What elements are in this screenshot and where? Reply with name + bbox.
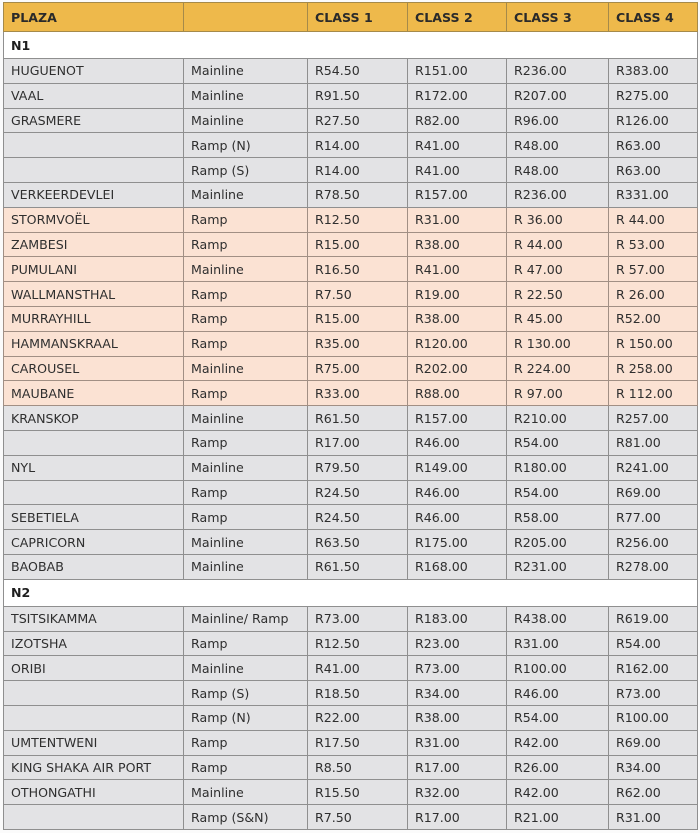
class-1-toll: R18.50 (308, 681, 408, 706)
class-4-toll: R52.00 (609, 306, 698, 331)
plaza-type: Mainline (184, 530, 308, 555)
class-1-toll: R17.00 (308, 430, 408, 455)
plaza-name: CAPRICORN (4, 530, 184, 555)
class-3-toll: R42.00 (507, 780, 609, 805)
plaza-name: PUMULANI (4, 257, 184, 282)
table-row (4, 554, 698, 579)
class-4-toll: R 44.00 (609, 207, 698, 232)
class-4-toll: R257.00 (609, 406, 698, 431)
class-3-toll: R210.00 (507, 406, 609, 431)
plaza-name: VAAL (4, 83, 184, 108)
table-body (4, 3, 698, 830)
class-1-toll: R73.00 (308, 606, 408, 631)
class-1-toll: R14.00 (308, 158, 408, 183)
class-1-toll: R12.50 (308, 207, 408, 232)
class-2-toll: R38.00 (408, 705, 507, 730)
section-title: N1 (4, 32, 698, 59)
table-row (4, 656, 698, 681)
class-4-toll: R69.00 (609, 730, 698, 755)
class-3-toll: R21.00 (507, 805, 609, 830)
class-2-toll: R34.00 (408, 681, 507, 706)
class-4-toll: R73.00 (609, 681, 698, 706)
plaza-name (4, 805, 184, 830)
plaza-name (4, 133, 184, 158)
table-row (4, 681, 698, 706)
table-row (4, 331, 698, 356)
table-row (4, 505, 698, 530)
class-4-toll: R383.00 (609, 59, 698, 84)
plaza-type: Mainline (184, 780, 308, 805)
class-2-toll: R32.00 (408, 780, 507, 805)
class-2-toll: R168.00 (408, 554, 507, 579)
plaza-type: Ramp (184, 631, 308, 656)
table-row (4, 257, 698, 282)
section-row-n1 (4, 32, 698, 59)
class-1-toll: R15.00 (308, 306, 408, 331)
plaza-name: WALLMANSTHAL (4, 282, 184, 307)
class-2-toll: R149.00 (408, 455, 507, 480)
class-1-toll: R79.50 (308, 455, 408, 480)
table-row (4, 530, 698, 555)
class-3-toll: R 36.00 (507, 207, 609, 232)
class-3-toll: R231.00 (507, 554, 609, 579)
table-row (4, 805, 698, 830)
class-2-toll: R157.00 (408, 406, 507, 431)
class-1-toll: R63.50 (308, 530, 408, 555)
class-3-toll: R42.00 (507, 730, 609, 755)
class-2-toll: R31.00 (408, 730, 507, 755)
class-1-toll: R22.00 (308, 705, 408, 730)
table-row (4, 780, 698, 805)
plaza-type: Ramp (184, 730, 308, 755)
class-4-toll: R81.00 (609, 430, 698, 455)
class-4-toll: R162.00 (609, 656, 698, 681)
table-row (4, 232, 698, 257)
header-class-4: CLASS 4 (609, 3, 698, 32)
class-4-toll: R 53.00 (609, 232, 698, 257)
table-row (4, 282, 698, 307)
class-3-toll: R54.00 (507, 430, 609, 455)
class-3-toll: R 22.50 (507, 282, 609, 307)
class-4-toll: R126.00 (609, 108, 698, 133)
class-1-toll: R54.50 (308, 59, 408, 84)
class-4-toll: R256.00 (609, 530, 698, 555)
class-4-toll: R54.00 (609, 631, 698, 656)
plaza-name: HUGUENOT (4, 59, 184, 84)
class-4-toll: R 57.00 (609, 257, 698, 282)
plaza-name: CAROUSEL (4, 356, 184, 381)
header-type (184, 3, 308, 32)
class-1-toll: R24.50 (308, 505, 408, 530)
header-class-1: CLASS 1 (308, 3, 408, 32)
table-row (4, 631, 698, 656)
class-4-toll: R 112.00 (609, 381, 698, 406)
class-1-toll: R33.00 (308, 381, 408, 406)
class-1-toll: R78.50 (308, 182, 408, 207)
class-4-toll: R62.00 (609, 780, 698, 805)
class-1-toll: R61.50 (308, 406, 408, 431)
class-3-toll: R96.00 (507, 108, 609, 133)
table-row (4, 606, 698, 631)
plaza-type: Mainline (184, 108, 308, 133)
table-row (4, 207, 698, 232)
class-1-toll: R35.00 (308, 331, 408, 356)
class-2-toll: R19.00 (408, 282, 507, 307)
plaza-type: Ramp (184, 331, 308, 356)
class-3-toll: R100.00 (507, 656, 609, 681)
plaza-type: Ramp (184, 430, 308, 455)
plaza-name: TSITSIKAMMA (4, 606, 184, 631)
class-2-toll: R31.00 (408, 207, 507, 232)
plaza-name (4, 705, 184, 730)
plaza-type: Ramp (N) (184, 705, 308, 730)
plaza-type: Ramp (S) (184, 158, 308, 183)
plaza-name: MAUBANE (4, 381, 184, 406)
plaza-name: ORIBI (4, 656, 184, 681)
class-1-toll: R16.50 (308, 257, 408, 282)
plaza-name: KING SHAKA AIR PORT (4, 755, 184, 780)
table-row (4, 381, 698, 406)
class-1-toll: R41.00 (308, 656, 408, 681)
class-4-toll: R100.00 (609, 705, 698, 730)
class-4-toll: R 258.00 (609, 356, 698, 381)
class-2-toll: R172.00 (408, 83, 507, 108)
class-3-toll: R205.00 (507, 530, 609, 555)
class-4-toll: R331.00 (609, 182, 698, 207)
class-2-toll: R151.00 (408, 59, 507, 84)
class-1-toll: R61.50 (308, 554, 408, 579)
class-3-toll: R54.00 (507, 705, 609, 730)
class-1-toll: R27.50 (308, 108, 408, 133)
plaza-type: Mainline/ Ramp (184, 606, 308, 631)
class-2-toll: R88.00 (408, 381, 507, 406)
class-3-toll: R 224.00 (507, 356, 609, 381)
class-2-toll: R120.00 (408, 331, 507, 356)
plaza-name: MURRAYHILL (4, 306, 184, 331)
plaza-name (4, 430, 184, 455)
table-row (4, 158, 698, 183)
class-4-toll: R63.00 (609, 133, 698, 158)
plaza-type: Ramp (184, 282, 308, 307)
class-2-toll: R157.00 (408, 182, 507, 207)
class-2-toll: R41.00 (408, 158, 507, 183)
class-1-toll: R8.50 (308, 755, 408, 780)
plaza-type: Mainline (184, 406, 308, 431)
plaza-type: Mainline (184, 554, 308, 579)
table-row (4, 108, 698, 133)
plaza-name: BAOBAB (4, 554, 184, 579)
plaza-type: Mainline (184, 59, 308, 84)
plaza-type: Ramp (S) (184, 681, 308, 706)
class-4-toll: R619.00 (609, 606, 698, 631)
class-2-toll: R202.00 (408, 356, 507, 381)
class-1-toll: R15.00 (308, 232, 408, 257)
class-2-toll: R82.00 (408, 108, 507, 133)
table-row (4, 455, 698, 480)
table-row (4, 730, 698, 755)
plaza-type: Ramp (184, 232, 308, 257)
plaza-type: Mainline (184, 83, 308, 108)
plaza-name: IZOTSHA (4, 631, 184, 656)
class-2-toll: R183.00 (408, 606, 507, 631)
header-class-2: CLASS 2 (408, 3, 507, 32)
table-header-row (4, 3, 698, 32)
class-3-toll: R 130.00 (507, 331, 609, 356)
class-1-toll: R24.50 (308, 480, 408, 505)
class-3-toll: R31.00 (507, 631, 609, 656)
class-2-toll: R46.00 (408, 505, 507, 530)
table-row (4, 430, 698, 455)
plaza-name: SEBETIELA (4, 505, 184, 530)
plaza-type: Ramp (184, 755, 308, 780)
class-3-toll: R46.00 (507, 681, 609, 706)
table-row (4, 133, 698, 158)
class-2-toll: R46.00 (408, 480, 507, 505)
class-4-toll: R63.00 (609, 158, 698, 183)
plaza-type: Ramp (184, 505, 308, 530)
class-1-toll: R7.50 (308, 282, 408, 307)
class-3-toll: R236.00 (507, 182, 609, 207)
plaza-name: UMTENTWENI (4, 730, 184, 755)
class-3-toll: R 97.00 (507, 381, 609, 406)
class-1-toll: R91.50 (308, 83, 408, 108)
class-2-toll: R73.00 (408, 656, 507, 681)
plaza-type: Ramp (184, 207, 308, 232)
class-2-toll: R46.00 (408, 430, 507, 455)
class-3-toll: R54.00 (507, 480, 609, 505)
plaza-type: Mainline (184, 455, 308, 480)
class-4-toll: R34.00 (609, 755, 698, 780)
class-4-toll: R278.00 (609, 554, 698, 579)
plaza-type: Ramp (184, 306, 308, 331)
table-row (4, 406, 698, 431)
class-2-toll: R41.00 (408, 257, 507, 282)
plaza-name: HAMMANSKRAAL (4, 331, 184, 356)
table-row (4, 182, 698, 207)
table-row (4, 755, 698, 780)
class-4-toll: R241.00 (609, 455, 698, 480)
class-2-toll: R38.00 (408, 306, 507, 331)
class-4-toll: R31.00 (609, 805, 698, 830)
class-3-toll: R207.00 (507, 83, 609, 108)
class-2-toll: R38.00 (408, 232, 507, 257)
class-3-toll: R48.00 (507, 158, 609, 183)
class-4-toll: R 26.00 (609, 282, 698, 307)
class-3-toll: R236.00 (507, 59, 609, 84)
class-4-toll: R 150.00 (609, 331, 698, 356)
plaza-name (4, 480, 184, 505)
class-1-toll: R7.50 (308, 805, 408, 830)
plaza-name: STORMVOËL (4, 207, 184, 232)
section-row-n2 (4, 579, 698, 606)
class-4-toll: R77.00 (609, 505, 698, 530)
class-3-toll: R438.00 (507, 606, 609, 631)
header-plaza: PLAZA (4, 3, 184, 32)
class-1-toll: R17.50 (308, 730, 408, 755)
toll-tariff-table (3, 2, 698, 830)
class-3-toll: R 47.00 (507, 257, 609, 282)
class-1-toll: R12.50 (308, 631, 408, 656)
table-row (4, 306, 698, 331)
table-row (4, 59, 698, 84)
class-1-toll: R14.00 (308, 133, 408, 158)
table-row (4, 356, 698, 381)
plaza-type: Mainline (184, 182, 308, 207)
plaza-name (4, 158, 184, 183)
class-3-toll: R180.00 (507, 455, 609, 480)
plaza-type: Ramp (184, 381, 308, 406)
plaza-type: Ramp (S&N) (184, 805, 308, 830)
plaza-name: GRASMERE (4, 108, 184, 133)
class-1-toll: R75.00 (308, 356, 408, 381)
plaza-name: VERKEERDEVLEI (4, 182, 184, 207)
class-2-toll: R17.00 (408, 805, 507, 830)
class-2-toll: R23.00 (408, 631, 507, 656)
class-3-toll: R 45.00 (507, 306, 609, 331)
class-3-toll: R 44.00 (507, 232, 609, 257)
class-3-toll: R26.00 (507, 755, 609, 780)
plaza-name: NYL (4, 455, 184, 480)
plaza-name: ZAMBESI (4, 232, 184, 257)
class-2-toll: R17.00 (408, 755, 507, 780)
class-2-toll: R41.00 (408, 133, 507, 158)
plaza-type: Ramp (N) (184, 133, 308, 158)
class-1-toll: R15.50 (308, 780, 408, 805)
table-row (4, 480, 698, 505)
table-row (4, 705, 698, 730)
plaza-type: Mainline (184, 356, 308, 381)
plaza-type: Mainline (184, 257, 308, 282)
plaza-type: Ramp (184, 480, 308, 505)
class-2-toll: R175.00 (408, 530, 507, 555)
class-3-toll: R58.00 (507, 505, 609, 530)
plaza-name: OTHONGATHI (4, 780, 184, 805)
class-3-toll: R48.00 (507, 133, 609, 158)
section-title: N2 (4, 579, 698, 606)
plaza-name (4, 681, 184, 706)
class-4-toll: R275.00 (609, 83, 698, 108)
class-4-toll: R69.00 (609, 480, 698, 505)
table-row (4, 83, 698, 108)
plaza-name: KRANSKOP (4, 406, 184, 431)
header-class-3: CLASS 3 (507, 3, 609, 32)
plaza-type: Mainline (184, 656, 308, 681)
